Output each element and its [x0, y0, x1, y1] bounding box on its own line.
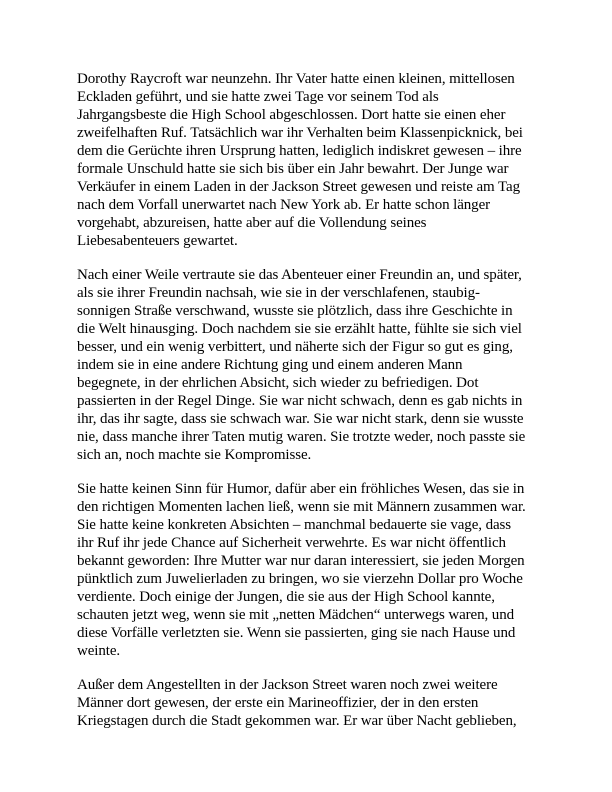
text-line: Sie hatte keinen Sinn für Humor, dafür aber ein fröhliches Wesen, das sie in [77, 481, 525, 497]
text-line: verdiente. Doch einige der Jungen, die sie aus der High School kannte, [77, 589, 495, 605]
text-line: sich an, noch machte sie Kompromisse. [77, 447, 312, 463]
text-line: pünktlich zum Juwelierladen zu bringen, wo sie vierzehn Dollar pro Woche [77, 571, 523, 587]
text-line: Sie hatte keine konkreten Absichten – manchmal bedauerte sie vage, dass [77, 517, 512, 533]
text-line: Dorothy Raycroft war neunzehn. Ihr Vater hatte einen kleinen, mittellosen [77, 71, 515, 87]
text-line: schauten jetzt weg, wenn sie mit „netten Mädchen“ unterwegs waren, und [77, 607, 515, 623]
paragraph-2 [77, 266, 537, 464]
text-line: den richtigen Momenten lachen ließ, wenn sie mit Männern zusammen war. [77, 499, 526, 515]
text-line: bekannt geworden: Ihre Mutter war nur daran interessiert, sie jeden Morgen [77, 553, 525, 569]
paragraph-1 [77, 70, 537, 250]
text-line: als sie ihrer Freundin nachsah, wie sie in der verschlafenen, staubig- [77, 285, 480, 301]
text-line: die Welt hinausging. Doch nachdem sie sie erzählt hatte, fühlte sie sich viel [77, 321, 522, 337]
text-line: Jahrgangsbeste die High School abgeschlossen. Dort hatte sie einen eher [77, 107, 506, 123]
text-line: nach dem Vorfall unerwartet nach New York ab. Er hatte schon länger [77, 197, 491, 213]
text-line: begegnete, in der ehrlichen Absicht, sich wieder zu befriedigen. Dot [77, 375, 479, 391]
text-line: dem die Gerüchte ihren Ursprung hatten, lediglich indiskret gewesen – ihre [77, 143, 522, 159]
text-line: vorgehabt, abzureisen, hatte aber auf die Vollendung seines [77, 215, 427, 231]
text-line: formale Unschuld hatte sie sich bis über ein Jahr bewahrt. Der Junge war [77, 161, 509, 177]
text-line: Männer dort gewesen, der erste ein Marineoffizier, der in den ersten [77, 695, 479, 711]
text-line: nie, dass manche ihrer Taten mutig waren. Sie trotzte weder, noch passte sie [77, 429, 526, 445]
text-line: Liebesabenteuers gewartet. [77, 233, 238, 249]
text-line: Kriegstagen durch die Stadt gekommen war. Er war über Nacht geblieben, [77, 713, 517, 729]
paragraph-3 [77, 480, 537, 660]
body-text [77, 70, 537, 746]
text-line: diese Vorfälle verletzten sie. Wenn sie passierten, ging sie nach Hause und [77, 625, 516, 641]
text-line: ihr, das ihr sagte, dass sie schwach war. Sie war nicht stark, denn sie wusste [77, 411, 524, 427]
text-line: Außer dem Angestellten in der Jackson Street waren noch zwei weitere [77, 677, 498, 693]
text-line: indem sie in eine andere Richtung ging und einem anderen Mann [77, 357, 463, 373]
text-line: Nach einer Weile vertraute sie das Abenteuer einer Freundin an, und später, [77, 267, 522, 283]
text-line: zweifelhaften Ruf. Tatsächlich war ihr Verhalten beim Klassenpicknick, bei [77, 125, 523, 141]
text-line: ihr Ruf ihr jede Chance auf Sicherheit verwehrte. Es war nicht öffentlich [77, 535, 506, 551]
text-line: Verkäufer in einem Laden in der Jackson Street gewesen und reiste am Tag [77, 179, 520, 195]
paragraph-4 [77, 676, 537, 730]
text-line: sonnigen Straße verschwand, wusste sie plötzlich, dass ihre Geschichte in [77, 303, 513, 319]
text-line: Eckladen geführt, und sie hatte zwei Tage vor seinem Tod als [77, 89, 439, 105]
text-line: besser, und ein wenig verbittert, und näherte sich der Figur so gut es ging, [77, 339, 513, 355]
text-line: passierten in der Regel Dinge. Sie war nicht schwach, denn es gab nichts in [77, 393, 523, 409]
text-line: weinte. [77, 643, 121, 659]
